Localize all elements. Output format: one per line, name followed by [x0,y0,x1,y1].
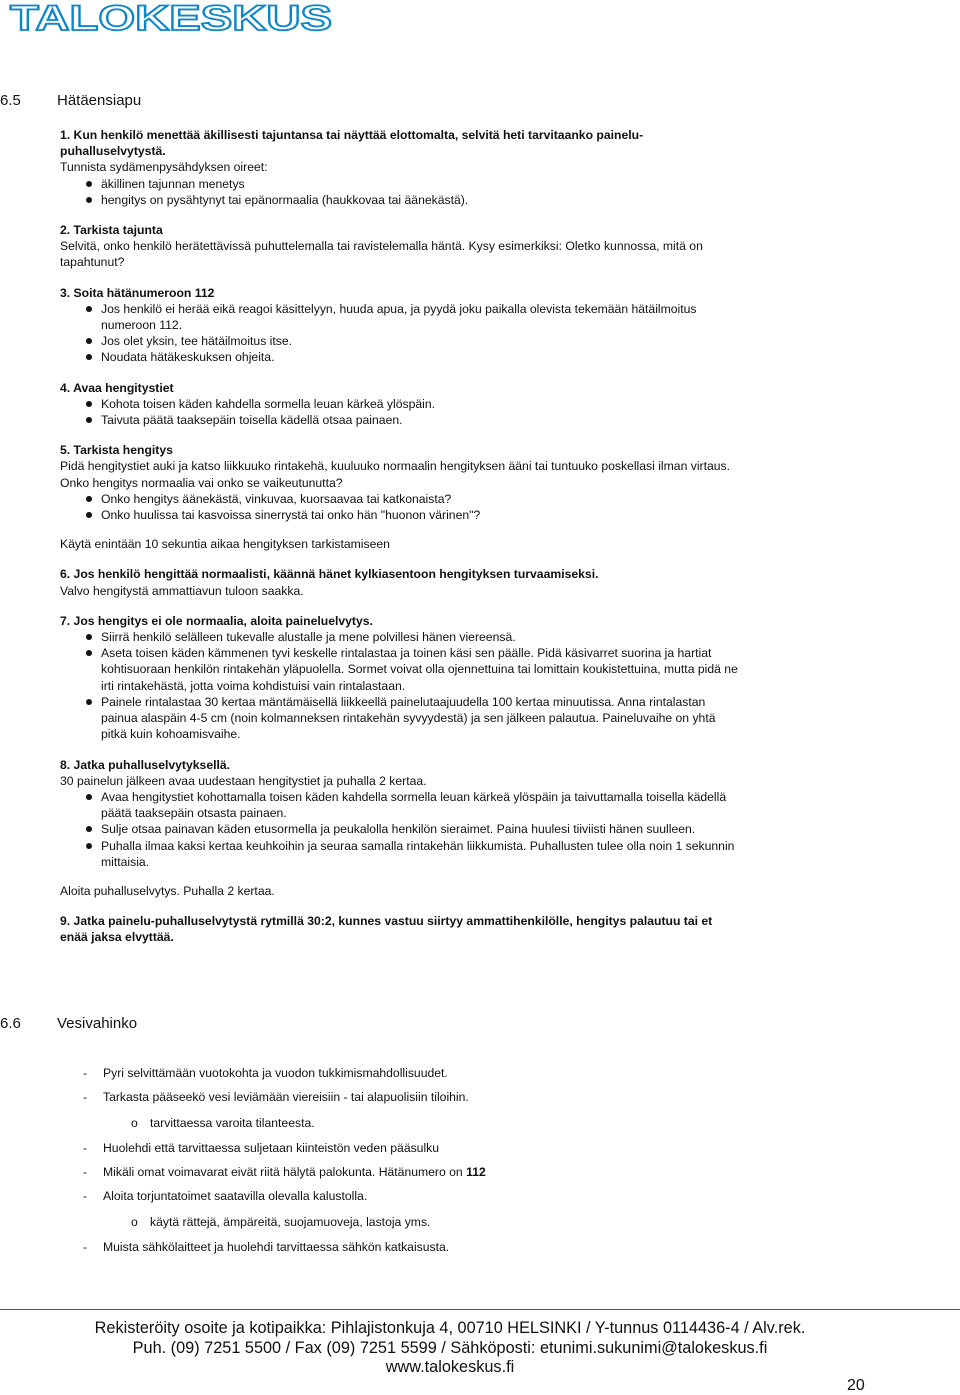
dash-bullet: - [83,1165,88,1179]
step-text: 30 painelun jälkeen avaa uudestaan hengitystiet ja puhalla 2 kertaa. [60,773,427,788]
list-item [83,1066,448,1080]
list-item: Kohota toisen käden kahdella sormella leuan kärkeä ylöspäin. [101,396,740,412]
dash-bullet: - [83,1141,88,1155]
item-text: Mikäli omat voimavarat eivät riitä hälytä palokunta. Hätänumero on [103,1165,467,1179]
list-item [83,1165,486,1179]
first-aid-step [60,222,740,271]
bullet-list [60,629,740,742]
step-note: Käytä enintään 10 sekuntia aikaa hengityksen tarkistamiseen [60,537,390,552]
list-item: Painele rintalastaa 30 kertaa mäntämäisellä liikkeellä painelutaajuudella 100 kertaa minuutissa. Anna rintalastan painua alaspäin 4-5 cm (noin kolmanneksen rintakehän syvyydestä) ja sen jälkeen palautua. Paineluvaihe on yhtä pitkä kuin kohoamisvaihe. [101,694,740,743]
step-heading: 8. Jatka puhalluselvytyksellä. [60,757,231,772]
list-item: Jos henkilö ei herää eikä reagoi käsittelyyn, huuda apua, ja pyydä joku paikalla olevista tekemään hätäilmoitus numeroon 112. [101,301,740,333]
first-aid-step [60,913,740,945]
bullet-list [60,491,740,523]
item-text: Tarkasta pääseekö vesi leviämään viereisiin - tai alapuolisiin tiloihin. [103,1090,469,1104]
section-number: 6.5 [0,92,21,109]
svg-text:TALOKESKUS: TALOKESKUS [10,0,332,36]
list-item: Taivuta päätä taaksepäin toisella kädellä otsaa painaen. [101,412,740,428]
list-item [83,1240,449,1254]
talokeskus-logo [8,0,338,36]
footer-contact: Puh. (09) 7251 5500 / Fax (09) 7251 5599 / Sähköposti: etunimi.sukunimi@talokeskus.fi [132,1338,768,1357]
section-title: Hätäensiapu [57,92,142,109]
list-item: Onko hengitys äänekästä, vinkuvaa, kuorsaavaa tai katkonaista? [101,491,740,507]
step-heading: 1. Kun henkilö menettää äkillisesti tajuntansa tai näyttää elottomalta, selvitä heti tarvitaanko painelu-puhalluselvytystä. [60,128,644,159]
step-text: Tunnista sydämenpysähdyksen oireet: [60,160,268,175]
step-heading: 2. Tarkista tajunta [60,223,163,238]
list-item: Avaa hengitystiet kohottamalla toisen käden kahdella sormella leuan kärkeä ylöspäin ja taivuttamalla toisella kädellä päätä taaksepäin otsasta painaen. [101,789,740,821]
item-text: Pyri selvittämään vuotokohta ja vuodon tukkimismahdollisuudet. [103,1066,448,1080]
footer-website: www.talokeskus.fi [385,1358,515,1376]
section-title: Vesivahinko [57,1015,138,1032]
step-heading: 3. Soita hätänumeroon 112 [60,285,215,300]
sub-list-item [131,1215,430,1229]
bullet-list [60,789,740,870]
dash-bullet: - [83,1189,88,1203]
dash-bullet: - [83,1090,88,1104]
step-heading: 5. Tarkista hengitys [60,443,173,458]
list-item [83,1189,367,1203]
bullet-list [60,301,740,366]
first-aid-instructions [60,127,740,946]
step-heading: 7. Jos hengitys ei ole normaalia, aloita paineluelvytys. [60,613,373,628]
section-number: 6.6 [0,1015,21,1032]
list-item: äkillinen tajunnan menetys [101,176,740,192]
step-heading: 6. Jos henkilö hengittää normaalisti, käännä hänet kylkiasentoon hengityksen turvaamiseksi. [60,567,599,582]
step-text: Valvo hengitystä ammattiavun tuloon saakka. [60,583,304,598]
list-item: Noudata hätäkeskuksen ohjeita. [101,349,740,365]
first-aid-step [60,566,740,598]
step-heading: 9. Jatka painelu-puhalluselvytystä rytmillä 30:2, kunnes vastuu siirtyy ammattihenkilölle, hengitys palautuu tai et enää jaksa elvyttää. [60,914,713,945]
bullet-list [60,396,740,428]
footer-address: Rekisteröity osoite ja kotipaikka: Pihlajistonkuja 4, 00710 HELSINKI / Y-tunnus 0114436-4 / Alv.rek. [94,1319,806,1337]
list-item: hengitys on pysähtynyt tai epänormaalia (haukkovaa tai äänekästä). [101,192,740,208]
step-note: Aloita puhalluselvytys. Puhalla 2 kertaa. [60,883,275,898]
first-aid-step [60,380,740,429]
list-item: Jos olet yksin, tee hätäilmoitus itse. [101,333,740,349]
bullet-list [60,176,740,208]
list-item: Sulje otsaa painavan käden etusormella ja peukalolla henkilön sieraimet. Paina huulesi tiiviisti hänen suulleen. [101,821,740,837]
first-aid-step [60,757,740,900]
first-aid-step [60,285,740,366]
step-text: Selvitä, onko henkilö herätettävissä puhuttelemalla tai ravistelemalla häntä. Kysy esimerkiksi: Oletko kunnossa, mitä on tapahtunut? [60,239,703,270]
step-heading: 4. Avaa hengitystiet [60,380,174,395]
dash-bullet: - [83,1066,88,1080]
circle-bullet: o [131,1215,138,1229]
page-number: 20 [847,1377,865,1394]
sub-list-item [131,1116,315,1130]
list-item: Onko huulissa tai kasvoissa sinerrystä tai onko hän "huonon värinen"? [101,507,740,523]
step-text: Pidä hengitystiet auki ja katso liikkuuko rintakehä, kuuluuko normaalin hengityksen ääni tai tuntuuko poskellasi ilman virtaus. [60,459,731,474]
first-aid-step [60,613,740,743]
first-aid-step [60,127,740,208]
footer-divider [0,1309,960,1310]
list-item [83,1090,469,1104]
circle-bullet: o [131,1116,138,1130]
dash-bullet: - [83,1240,88,1254]
item-text: Muista sähkölaitteet ja huolehdi tarvittaessa sähkön katkaisusta. [103,1240,450,1254]
item-text: tarvittaessa varoita tilanteesta. [150,1116,315,1130]
item-text: Huolehdi että tarvittaessa suljetaan kiinteistön veden pääsulku [103,1141,440,1155]
first-aid-step [60,442,740,552]
item-text: Aloita torjuntatoimet saatavilla olevalla kalustolla. [103,1189,368,1203]
list-item: Puhalla ilmaa kaksi kertaa keuhkoihin ja seuraa samalla rintakehän liikkumista. Puhallusten tulee olla noin 1 sekunnin mittaisia. [101,838,740,870]
list-item: Aseta toisen käden kämmenen tyvi keskelle rintalastaa ja toinen käsi sen päälle. Pidä käsivarret suorina ja hartiat kohtisuoraan henkilön rintakehän yläpuolella. Sormet voivat olla ojennettuina tai lomittain koukistettuina, mutta pidä ne irti rintakehästä, jotta voima kohdistuisi vain rintalastaan. [101,645,740,694]
item-text: käytä rättejä, ämpäreitä, suojamuoveja, lastoja yms. [150,1215,431,1229]
list-item: Siirrä henkilö selälleen tukevalle alustalle ja mene polvillesi hänen viereensä. [101,629,740,645]
step-text: Onko hengitys normaalia vai onko se vaikeutunutta? [60,475,343,490]
list-item [83,1141,439,1155]
footer [0,1319,900,1378]
emergency-number: 112 [466,1165,486,1179]
